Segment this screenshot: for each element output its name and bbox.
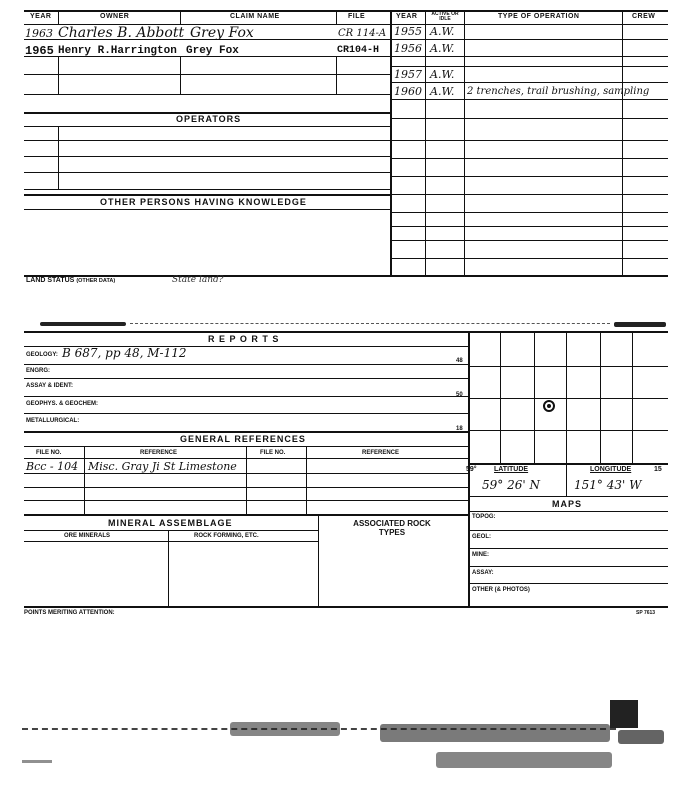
owner-header-owner: OWNER (100, 13, 130, 20)
form-number: SP 7613 (636, 610, 656, 616)
geology-value: B 687, pp 48, M-112 (62, 346, 187, 360)
owner-header-claim-name: CLAIM NAME (230, 13, 280, 20)
corner-lat: 59° (466, 466, 477, 473)
metallurgical-label: METALLURGICAL: (26, 418, 80, 424)
land-status-value: State land? (172, 275, 224, 285)
maps-topog: TOPOG: (472, 514, 496, 520)
operators-title: OPERATORS (176, 114, 242, 124)
margin-number-1: 48 (456, 358, 463, 364)
ops-row-4-type: 2 trenches, trail brushing, sampling (467, 86, 650, 97)
maps-title: MAPS (552, 499, 583, 509)
geology-label: GEOLOGY: (26, 352, 58, 358)
owner-row-1-claim: Grey Fox (190, 25, 254, 41)
land-status-label (26, 277, 115, 284)
ops-row-3-status: A.W. (430, 68, 455, 81)
points-meriting-attention: POINTS MERITING ATTENTION: (24, 610, 115, 616)
engrg-label: ENGRG: (26, 368, 50, 374)
margin-number-2: 50 (456, 392, 463, 398)
mineral-assemblage-title: MINERAL ASSEMBLAGE (108, 518, 233, 528)
other-persons-title: OTHER PERSONS HAVING KNOWLEDGE (100, 197, 307, 207)
ops-row-1-year: 1955 (394, 25, 422, 38)
scan-smudge-top (40, 322, 126, 326)
ops-header-crew: CREW (632, 13, 656, 20)
location-marker-icon (543, 400, 555, 412)
rock-forming: ROCK FORMING, ETC. (194, 533, 259, 539)
scan-smudge-top-right (614, 322, 666, 327)
owner-row-2-claim: Grey Fox (186, 45, 239, 57)
maps-other: OTHER (& PHOTOS) (472, 587, 530, 593)
ref-row-reference: Misc. Gray Ji St Limestone (88, 460, 237, 473)
maps-assay: ASSAY: (472, 570, 494, 576)
ops-row-2-status: A.W. (430, 42, 455, 55)
ops-row-4-year: 1960 (394, 85, 422, 98)
latitude-value: 59° 26' N (482, 478, 540, 492)
ops-row-3-year: 1957 (394, 68, 422, 81)
owner-row-1-year: 1963 (25, 27, 53, 40)
maps-geol: GEOL: (472, 534, 491, 540)
owner-row-1-file: CR 114-A (338, 28, 387, 39)
associated-rock-types: ASSOCIATED ROCK TYPES (353, 519, 431, 537)
ore-minerals: ORE MINERALS (64, 533, 111, 539)
ref-col-file-no: FILE NO. (36, 450, 62, 456)
maps-mine: MINE: (472, 552, 489, 558)
land-status-sublabel: (OTHER DATA) (76, 278, 116, 284)
ops-row-2-year: 1956 (394, 42, 422, 55)
ops-row-1-status: A.W. (430, 25, 455, 38)
ops-header-year: YEAR (396, 13, 418, 20)
owner-header-file: FILE (348, 13, 366, 20)
ref-row-file-no: Bcc - 104 (26, 460, 79, 473)
owner-row-2-owner: Henry R.Harrington (58, 45, 177, 57)
general-references-title: GENERAL REFERENCES (180, 434, 306, 444)
ref-col-reference-2: REFERENCE (362, 450, 400, 456)
ref-col-file-no-2: FILE NO. (260, 450, 286, 456)
ops-header-active-idle: ACTIVE OR IDLE (431, 11, 459, 22)
margin-number-3: 18 (456, 426, 463, 432)
owner-row-2-year: 1965 (25, 44, 54, 58)
owner-row-1-owner: Charles B. Abbott (58, 25, 185, 41)
reports-title: R E P O R T S (208, 334, 280, 344)
geophys-label: GEOPHYS. & GEOCHEM: (26, 401, 99, 407)
latitude-label: LATITUDE (494, 466, 529, 473)
longitude-value: 151° 43' W (574, 478, 642, 492)
ops-row-4-status: A.W. (430, 85, 455, 98)
assay-label: ASSAY & IDENT: (26, 383, 74, 389)
owner-row-2-file: CR104-H (337, 45, 380, 56)
ref-col-reference: REFERENCE (140, 450, 178, 456)
owner-header-year: YEAR (30, 13, 52, 20)
corner-long: 15 (654, 466, 662, 473)
scan-dashes (130, 323, 610, 324)
longitude-label: LONGITUDE (590, 466, 632, 473)
land-status-label-text: LAND STATUS (26, 277, 75, 284)
ops-header-type: TYPE OF OPERATION (498, 13, 580, 20)
